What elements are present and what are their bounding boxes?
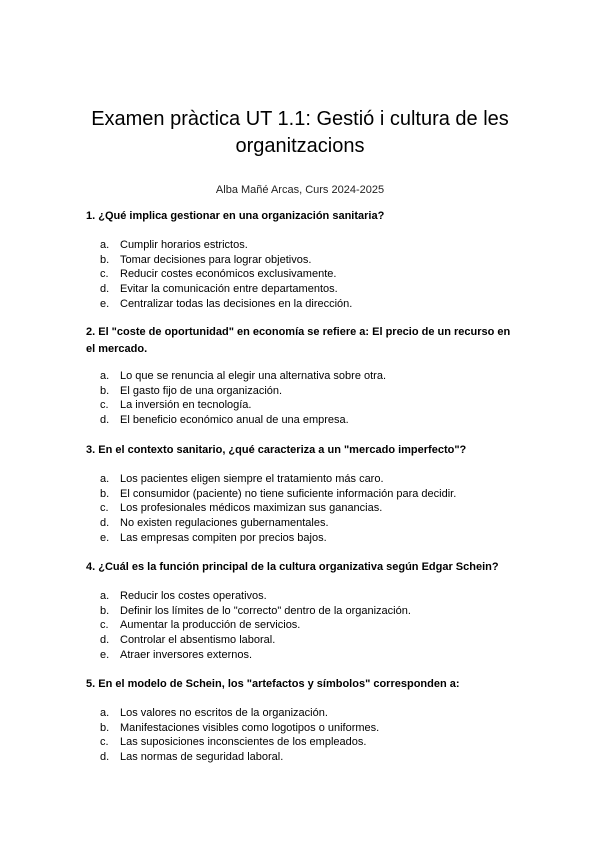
option-letter: a.: [100, 239, 110, 251]
option-item: [100, 531, 514, 546]
option-text: Tomar decisiones para lograr objetivos.: [120, 253, 312, 266]
option-text: Manifestaciones visibles como logotipos o uniformes.: [120, 721, 380, 734]
author-line: Alba Mañé Arcas, Curs 2024-2025: [215, 184, 385, 196]
question-text: 2. El "coste de oportunidad" en economía se refiere a: El precio de un recurso en el mercado.: [86, 326, 511, 355]
question-block: [86, 208, 514, 312]
option-list: [86, 589, 514, 663]
option-letter: b.: [100, 384, 110, 397]
option-text: Los pacientes eligen siempre el tratamiento más caro.: [120, 473, 384, 485]
option-letter: d.: [100, 751, 110, 764]
option-list: [86, 472, 514, 546]
question-text: 3. En el contexto sanitario, ¿qué caracteriza a un "mercado imperfecto"?: [86, 444, 467, 456]
option-item: [100, 238, 514, 253]
option-letter: c.: [100, 502, 109, 515]
option-text: Reducir costes económicos exclusivamente.: [120, 268, 337, 281]
option-item: [100, 604, 514, 619]
option-letter: c.: [100, 399, 109, 412]
option-item: [100, 589, 514, 604]
document-title: Examen pràctica UT 1.1: Gestió i cultura de les organitzacions: [91, 108, 509, 157]
option-item: [100, 384, 514, 399]
option-list: [86, 706, 514, 765]
option-letter: a.: [100, 590, 110, 602]
option-item: [100, 618, 514, 633]
option-text: No existen regulaciones gubernamentales.: [120, 517, 329, 530]
option-letter: d.: [100, 517, 110, 530]
option-item: [100, 721, 514, 736]
option-letter: c.: [100, 268, 109, 281]
option-list: [86, 238, 514, 312]
option-letter: a.: [100, 707, 110, 719]
option-item: [100, 501, 514, 516]
option-item: [100, 267, 514, 282]
option-text: Cumplir horarios estrictos.: [120, 239, 248, 251]
option-item: [100, 487, 514, 502]
option-letter: b.: [100, 721, 110, 734]
option-letter: b.: [100, 487, 110, 500]
question-text: 4. ¿Cuál es la función principal de la cultura organizativa según Edgar Schein?: [86, 561, 499, 573]
question-text: 5. En el modelo de Schein, los "artefactos y símbolos" corresponden a:: [86, 678, 460, 690]
option-letter: e.: [100, 297, 110, 310]
option-text: Centralizar todas las decisiones en la dirección.: [120, 297, 353, 310]
option-item: [100, 633, 514, 648]
option-item: [100, 253, 514, 268]
question-block: [86, 324, 514, 428]
option-text: Los profesionales médicos maximizan sus ganancias.: [120, 502, 383, 515]
option-text: Las normas de seguridad laboral.: [120, 751, 284, 764]
option-item: [100, 706, 514, 721]
option-text: Aumentar la producción de servicios.: [120, 619, 301, 632]
option-item: [100, 750, 514, 765]
option-text: Los valores no escritos de la organización.: [120, 707, 328, 719]
option-letter: b.: [100, 253, 110, 266]
option-item: [100, 648, 514, 663]
option-text: Controlar el absentismo laboral.: [120, 634, 276, 647]
option-letter: d.: [100, 414, 110, 427]
option-letter: d.: [100, 283, 110, 296]
option-text: El beneficio económico anual de una empresa.: [120, 414, 349, 427]
option-letter: d.: [100, 634, 110, 647]
option-item: [100, 369, 514, 384]
option-item: [100, 282, 514, 297]
option-text: Definir los límites de lo "correcto" dentro de la organización.: [120, 604, 411, 617]
option-text: La inversión en tecnología.: [120, 399, 252, 412]
option-letter: c.: [100, 736, 109, 749]
option-item: [100, 398, 514, 413]
option-text: Las suposiciones inconscientes de los empleados.: [120, 736, 367, 749]
option-text: Atraer inversores externos.: [120, 648, 253, 661]
option-text: Lo que se renuncia al elegir una alternativa sobre otra.: [120, 370, 387, 382]
option-item: [100, 516, 514, 531]
question-block: [86, 676, 514, 765]
option-letter: a.: [100, 473, 110, 485]
option-letter: a.: [100, 370, 110, 382]
option-text: Evitar la comunicación entre departamentos.: [120, 283, 338, 296]
option-item: [100, 297, 514, 312]
question-block: [86, 559, 514, 663]
question-text: 1. ¿Qué implica gestionar en una organización sanitaria?: [86, 210, 385, 222]
option-letter: e.: [100, 648, 110, 661]
option-item: [100, 472, 514, 487]
option-letter: b.: [100, 604, 110, 617]
option-text: El consumidor (paciente) no tiene suficiente información para decidir.: [120, 487, 457, 500]
question-block: [86, 442, 514, 546]
option-letter: e.: [100, 531, 110, 544]
option-list: [86, 369, 514, 428]
option-text: Reducir los costes operativos.: [120, 590, 267, 602]
option-text: El gasto fijo de una organización.: [120, 384, 283, 397]
option-item: [100, 735, 514, 750]
option-letter: c.: [100, 619, 109, 632]
option-text: Las empresas compiten por precios bajos.: [120, 531, 327, 544]
option-item: [100, 413, 514, 428]
